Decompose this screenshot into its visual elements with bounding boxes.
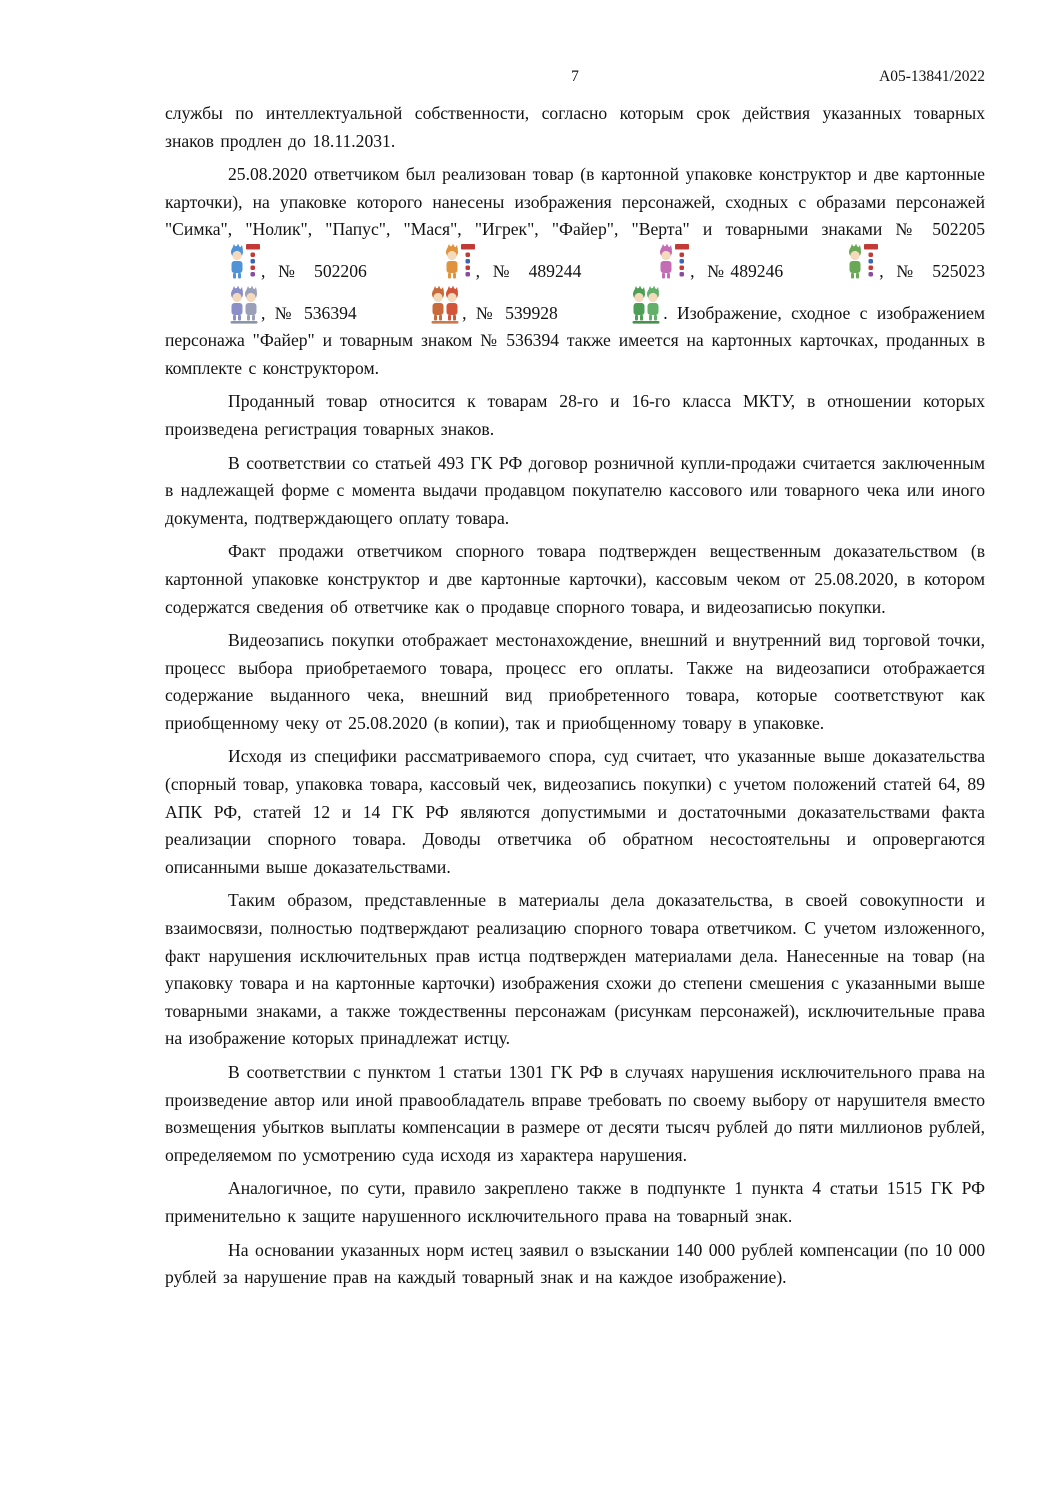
trademark-image-489244 [595,244,689,282]
trademark-image-539928 [568,286,662,324]
paragraph-5: Факт продажи ответчиком спорного товара подтвержден вещественным доказательством (в картонной упаковке конструктор и две картонные карточки), кассовым чеком от 25.08.2020, в котором содержатся сведения об ответчике как о продавце спорного товара, и видеозаписью покупки. [165,541,985,617]
page-header [165,68,985,88]
paragraph-1: службы по интеллектуальной собственности, согласно которым срок действия указанных товарных знаков продлен до 18.11.2031. [165,103,985,151]
page-number: 7 [571,68,579,85]
trademark-image-502205 [166,244,260,282]
trademark-image-502206 [381,244,475,282]
trademark-image-489246 [784,244,878,282]
paragraph-4: В соответствии со статьей 493 ГК РФ договор розничной купли-продажи считается заключенным в надлежащей форме с момента выдачи продавцом покупателю кассового или товарного чека или иного документа, подтверждающего оплату товара. [165,452,985,528]
paragraph-7: Исходя из специфики рассматриваемого спора, суд считает, что указанные выше доказательства (спорный товар, упаковка товара, кассовый чек, видеозапись покупки) с учетом положений статей 64, 89 АПК РФ, статей 12 и 14 ГК РФ являются допустимыми и достаточными доказательствами факта реализации спорного товара. Доводы ответчика об обратном несостоятельны и опровергаются описанными выше доказательствами. [165,746,985,877]
paragraph-6: Видеозапись покупки отображает местонахождение, внешний и внутренний вид торговой точки, процесс выбора приобретаемого товара, процесс его оплаты. Также на видеозаписи отображается содержание выданного чека, внешний вид приобретенного товара, которые соответствуют как приобщенному чеку от 25.08.2020 (в копии), так и приобщенному товару в упаковке. [165,630,985,733]
document-body [165,100,985,1298]
trademark-image-536394 [367,286,461,324]
paragraph-2: 25.08.2020 ответчиком был реализован товар (в картонной упаковке конструктор и две картонные карточки), на упаковке которого нанесены изображения персонажей, сходных с образами персонажей "Симка", "Нолик", "Папус", "Мася", "Игрек", "Файер", "Верта" и товарными знаками № 502205 , № 502206 , № 489244 , №489246 , № 525023 , № 536394 , № 539928 . Изображение, сходное с изображением персонажа "Файер" и товарным знаком № 536394 также имеется на картонных карточках, проданных в комплекте с конструктором. [165,164,985,378]
case-number: А05-13841/2022 [879,68,985,85]
paragraph-9: В соответствии с пунктом 1 статьи 1301 ГК РФ в случаях нарушения исключительного права на произведение автор или иной правообладатель вправе требовать по своему выбору от нарушителя вместо возмещения убытков выплаты компенсации в размере от десяти тысяч рублей до пяти миллионов рублей, определяемом по усмотрению суда исходя из характера нарушения. [165,1062,985,1165]
paragraph-3: Проданный товар относится к товарам 28-го и 16-го класса МКТУ, в отношении которых произведена регистрация товарных знаков. [165,391,985,439]
paragraph-8: Таким образом, представленные в материалы дела доказательства, в своей совокупности и взаимосвязи, полностью подтверждают реализацию спорного товара ответчиком. С учетом изложенного, факт нарушения исключительных прав истца подтвержден материалами дела. Нанесенные на товар (на упаковку товара и на картонные карточки) изображения схожи до степени смешения с указанными выше товарными знаками, а также тождественны персонажам (рисункам персонажей), исключительные права на изображение которых принадлежат истцу. [165,890,985,1049]
paragraph-11: На основании указанных норм истец заявил о взыскании 140 000 рублей компенсации (по 10 000 рублей за нарушение прав на каждый товарный знак и на каждое изображение). [165,1239,985,1288]
paragraph-10: Аналогичное, по сути, правило закреплено также в подпункте 1 пункта 4 статьи 1515 ГК РФ применительно к защите нарушенного исключительного права на товарный знак. [165,1178,985,1226]
trademark-image-525023 [166,286,260,324]
